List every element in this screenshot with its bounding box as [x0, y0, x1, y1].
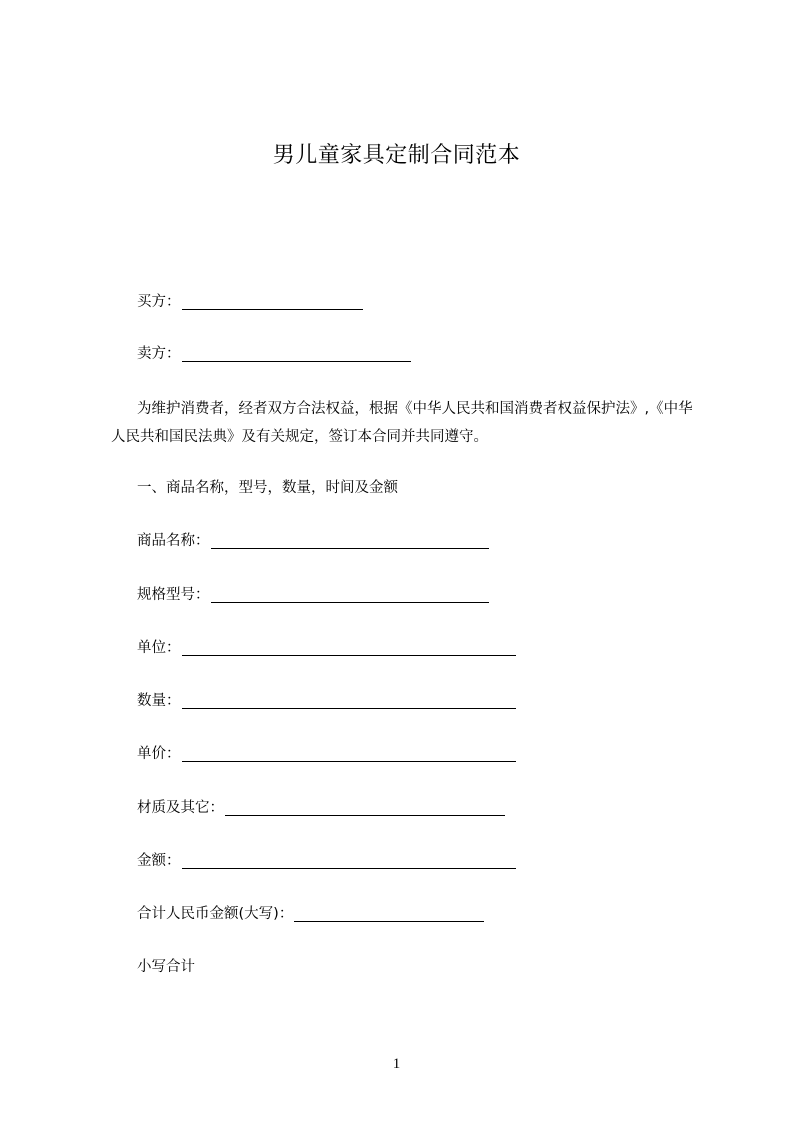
buyer-label: 买方： [137, 294, 181, 310]
quantity-label: 数量： [137, 693, 181, 709]
total-uppercase-label: 合计人民币金额(大写)： [137, 906, 294, 922]
model-row [137, 585, 489, 605]
material-fill-line [225, 801, 505, 816]
amount-fill-line [182, 854, 516, 869]
product-name-label: 商品名称： [137, 533, 210, 549]
page-number: 1 [392, 1056, 401, 1072]
total-uppercase-row [137, 904, 484, 924]
total-lowercase-label: 小写合计 [137, 959, 195, 975]
unit-row [137, 638, 516, 658]
model-label: 规格型号： [137, 587, 210, 603]
quantity-fill-line [182, 694, 516, 709]
amount-label: 金额： [137, 853, 181, 869]
unit-price-row [137, 744, 516, 764]
seller-fill-line [182, 347, 411, 362]
buyer-fill-line [182, 295, 363, 310]
material-row [137, 798, 505, 818]
total-lowercase-row [137, 957, 195, 977]
unit-price-label: 单价： [137, 746, 181, 762]
section-1-heading: 一、商品名称，型号，数量，时间及金额 [137, 480, 398, 496]
seller-label: 卖方： [137, 346, 181, 362]
total-uppercase-fill-line [294, 907, 484, 922]
buyer-row [137, 292, 363, 312]
product-name-row [137, 531, 489, 551]
unit-fill-line [182, 641, 516, 656]
seller-row [137, 344, 411, 364]
quantity-row [137, 691, 516, 711]
unit-label: 单位： [137, 640, 181, 656]
intro-text: 为维护消费者，经者双方合法权益，根据《中华人民共和国消费者权益保护法》,《中华人民共和国民法典》及有关规定，签订本合同并共同遵守。 [111, 401, 693, 445]
model-fill-line [211, 588, 489, 603]
unit-price-fill-line [182, 747, 516, 762]
intro-paragraph [111, 395, 701, 451]
material-label: 材质及其它： [137, 800, 224, 816]
amount-row [137, 851, 516, 871]
document-title: 男儿童家具定制合同范本 [272, 143, 521, 168]
product-name-fill-line [211, 534, 489, 549]
section-heading [137, 478, 398, 498]
